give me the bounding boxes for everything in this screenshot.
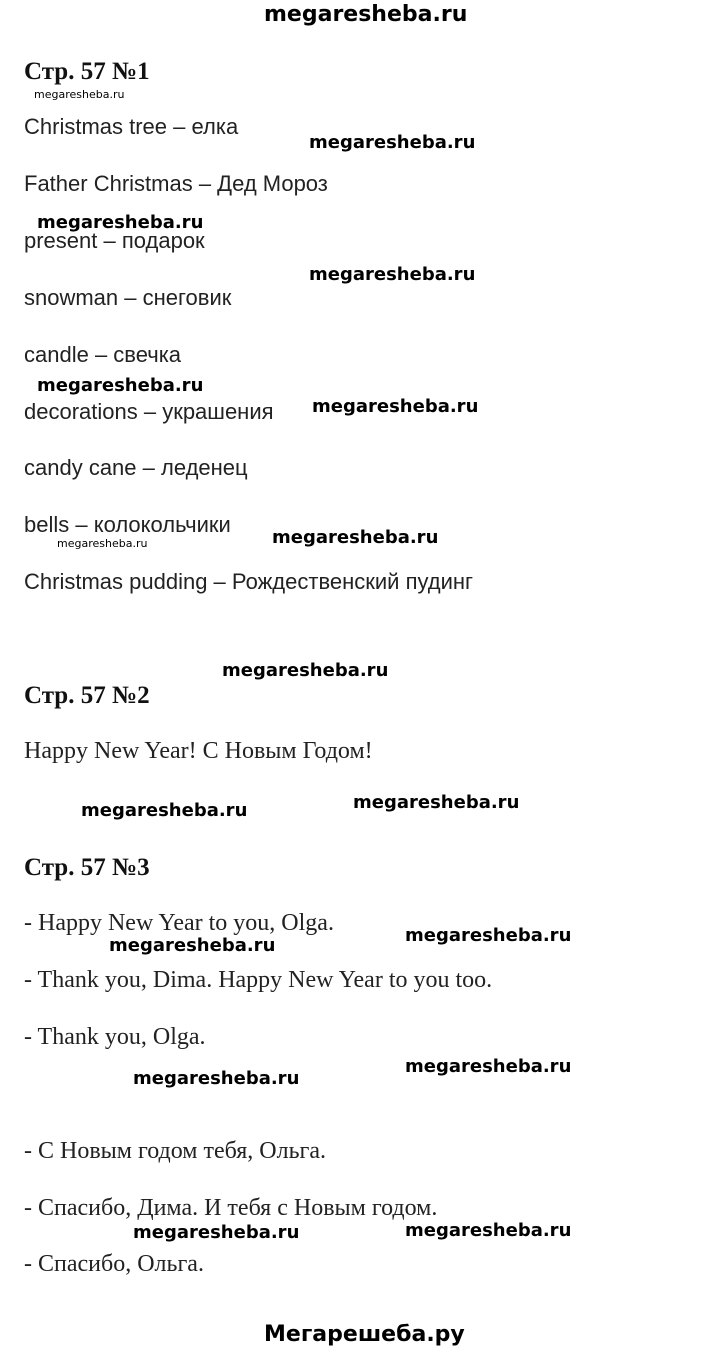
watermark: megaresheba.ru	[133, 1068, 300, 1089]
dialogue-line: - Happy New Year to you, Olga.	[24, 910, 334, 936]
vocab-line: bells – колокольчики	[24, 512, 231, 537]
vocab-line: decorations – украшения	[24, 399, 274, 424]
watermark: megaresheba.ru	[309, 132, 476, 153]
dialogue-line: - Спасибо, Дима. И тебя с Новым годом.	[24, 1195, 438, 1221]
vocab-line: candy cane – леденец	[24, 455, 248, 480]
vocab-line: Father Christmas – Дед Мороз	[24, 171, 328, 196]
watermark: megaresheba.ru	[405, 1220, 572, 1241]
section-heading-2: Стр. 57 №2	[24, 682, 150, 709]
dialogue-line: - С Новым годом тебя, Ольга.	[24, 1138, 327, 1164]
site-footer: Мегарешеба.ру	[264, 1322, 465, 1347]
vocab-line: snowman – снеговик	[24, 285, 232, 310]
dialogue-line: - Thank you, Olga.	[24, 1024, 206, 1050]
dialogue-line: - Thank you, Dima. Happy New Year to you too.	[24, 967, 493, 993]
watermark: megaresheba.ru	[34, 88, 125, 101]
dialogue-line: - Спасибо, Ольга.	[24, 1251, 204, 1277]
site-header: megaresheba.ru	[264, 2, 468, 27]
watermark: megaresheba.ru	[81, 800, 248, 821]
vocab-line: candle – свечка	[24, 342, 182, 367]
watermark: megaresheba.ru	[312, 396, 479, 417]
watermark: megaresheba.ru	[133, 1222, 300, 1243]
watermark: megaresheba.ru	[309, 264, 476, 285]
section-heading-1: Стр. 57 №1	[24, 58, 150, 85]
watermark: megaresheba.ru	[109, 935, 276, 956]
watermark: megaresheba.ru	[37, 212, 204, 233]
section-heading-3: Стр. 57 №3	[24, 854, 150, 881]
vocab-line: Christmas pudding – Рождественский пудинг	[24, 569, 474, 594]
watermark: megaresheba.ru	[353, 792, 520, 813]
watermark: megaresheba.ru	[405, 925, 572, 946]
answer-line: Happy New Year! С Новым Годом!	[24, 738, 373, 764]
watermark: megaresheba.ru	[222, 660, 389, 681]
watermark: megaresheba.ru	[37, 375, 204, 396]
vocab-line: Christmas tree – елка	[24, 114, 239, 139]
watermark: megaresheba.ru	[57, 537, 148, 550]
vocab-line: present – подарок	[24, 228, 205, 253]
watermark: megaresheba.ru	[272, 527, 439, 548]
watermark: megaresheba.ru	[405, 1056, 572, 1077]
